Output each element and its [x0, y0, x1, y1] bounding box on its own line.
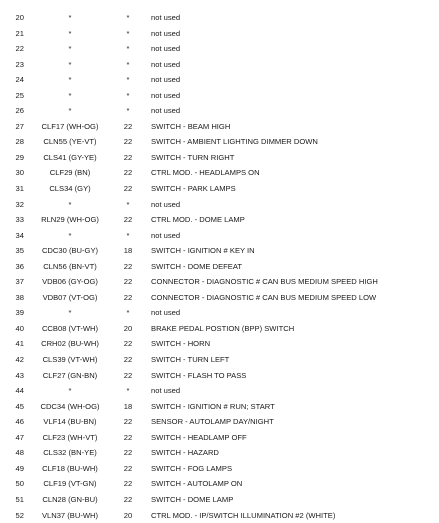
- wire-gauge: 20: [118, 321, 138, 337]
- pin-number: 42: [6, 352, 24, 368]
- circuit-function: SWITCH - BEAM HIGH: [151, 119, 230, 135]
- circuit-function: SWITCH - TURN RIGHT: [151, 150, 234, 166]
- table-row: [0, 41, 439, 57]
- circuit-function: SWITCH - FLASH TO PASS: [151, 368, 246, 384]
- table-row: [0, 119, 439, 135]
- table-row: [0, 150, 439, 166]
- circuit-code: CLF23 (WH-VT): [24, 430, 116, 446]
- pin-number: 46: [6, 414, 24, 430]
- circuit-code: *: [24, 72, 116, 88]
- circuit-function: not used: [151, 57, 180, 73]
- wire-gauge: 22: [118, 414, 138, 430]
- pin-number: 44: [6, 383, 24, 399]
- circuit-code: CLF19 (VT-GN): [24, 476, 116, 492]
- pin-number: 39: [6, 305, 24, 321]
- circuit-function: SWITCH - AMBIENT LIGHTING DIMMER DOWN: [151, 134, 318, 150]
- wire-gauge: 18: [118, 399, 138, 415]
- circuit-function: SWITCH - HEADLAMP OFF: [151, 430, 247, 446]
- wire-gauge: *: [118, 197, 138, 213]
- wire-gauge: 22: [118, 119, 138, 135]
- wire-gauge: *: [118, 10, 138, 26]
- circuit-code: CLN55 (YE-VT): [24, 134, 116, 150]
- wire-gauge: *: [118, 103, 138, 119]
- pin-number: 36: [6, 259, 24, 275]
- circuit-function: not used: [151, 88, 180, 104]
- circuit-function: CTRL MOD. - HEADLAMPS ON: [151, 165, 260, 181]
- table-row: [0, 461, 439, 477]
- pin-number: 34: [6, 228, 24, 244]
- circuit-code: VDB07 (VT-OG): [24, 290, 116, 306]
- pin-number: 50: [6, 476, 24, 492]
- circuit-function: SWITCH - FOG LAMPS: [151, 461, 232, 477]
- wire-gauge: *: [118, 88, 138, 104]
- wire-gauge: 22: [118, 476, 138, 492]
- circuit-code: *: [24, 305, 116, 321]
- pin-number: 28: [6, 134, 24, 150]
- pin-number: 27: [6, 119, 24, 135]
- circuit-code: RLN29 (WH-OG): [24, 212, 116, 228]
- wire-gauge: 22: [118, 274, 138, 290]
- circuit-code: CLS34 (GY): [24, 181, 116, 197]
- wire-gauge: 22: [118, 134, 138, 150]
- circuit-code: CDC30 (BU-GY): [24, 243, 116, 259]
- circuit-function: not used: [151, 197, 180, 213]
- table-row: [0, 26, 439, 42]
- circuit-function: BRAKE PEDAL POSTION (BPP) SWITCH: [151, 321, 294, 337]
- pin-number: 35: [6, 243, 24, 259]
- pin-number: 30: [6, 165, 24, 181]
- table-row: [0, 259, 439, 275]
- table-row: [0, 290, 439, 306]
- wire-gauge: 22: [118, 259, 138, 275]
- circuit-function: SWITCH - IGNITION # RUN; START: [151, 399, 275, 415]
- circuit-code: CLS32 (BN-YE): [24, 445, 116, 461]
- wire-gauge: *: [118, 41, 138, 57]
- wire-gauge: 22: [118, 492, 138, 508]
- circuit-function: CONNECTOR - DIAGNOSTIC # CAN BUS MEDIUM SPEED HIGH: [151, 274, 378, 290]
- table-row: [0, 181, 439, 197]
- circuit-code: *: [24, 228, 116, 244]
- table-row: [0, 492, 439, 508]
- circuit-code: *: [24, 88, 116, 104]
- table-row: [0, 72, 439, 88]
- circuit-code: CLN28 (GN-BU): [24, 492, 116, 508]
- circuit-function: CTRL MOD. - DOME LAMP: [151, 212, 245, 228]
- table-row: [0, 212, 439, 228]
- wire-gauge: 22: [118, 368, 138, 384]
- table-row: [0, 274, 439, 290]
- circuit-function: SWITCH - PARK LAMPS: [151, 181, 236, 197]
- pin-number: 26: [6, 103, 24, 119]
- pin-number: 33: [6, 212, 24, 228]
- pinout-table: [0, 10, 439, 523]
- circuit-function: not used: [151, 41, 180, 57]
- table-row: [0, 383, 439, 399]
- pin-number: 25: [6, 88, 24, 104]
- wire-gauge: *: [118, 72, 138, 88]
- circuit-function: SENSOR - AUTOLAMP DAY/NIGHT: [151, 414, 274, 430]
- circuit-function: SWITCH - AUTOLAMP ON: [151, 476, 242, 492]
- table-row: [0, 228, 439, 244]
- circuit-code: CLF17 (WH-OG): [24, 119, 116, 135]
- pin-number: 22: [6, 41, 24, 57]
- pin-number: 38: [6, 290, 24, 306]
- wire-gauge: 22: [118, 290, 138, 306]
- circuit-function: not used: [151, 103, 180, 119]
- wire-gauge: *: [118, 57, 138, 73]
- table-row: [0, 430, 439, 446]
- circuit-function: SWITCH - HORN: [151, 336, 210, 352]
- pin-number: 21: [6, 26, 24, 42]
- circuit-code: CLF27 (GN-BN): [24, 368, 116, 384]
- circuit-code: CLS41 (GY-YE): [24, 150, 116, 166]
- pin-number: 37: [6, 274, 24, 290]
- circuit-code: CLF29 (BN): [24, 165, 116, 181]
- wire-gauge: *: [118, 26, 138, 42]
- table-row: [0, 10, 439, 26]
- wire-gauge: 22: [118, 165, 138, 181]
- circuit-code: VDB06 (GY-OG): [24, 274, 116, 290]
- pin-number: 20: [6, 10, 24, 26]
- table-row: [0, 414, 439, 430]
- pin-number: 41: [6, 336, 24, 352]
- circuit-function: not used: [151, 228, 180, 244]
- pin-number: 45: [6, 399, 24, 415]
- circuit-function: not used: [151, 72, 180, 88]
- circuit-code: CCB08 (VT-WH): [24, 321, 116, 337]
- table-row: [0, 399, 439, 415]
- circuit-code: *: [24, 26, 116, 42]
- pin-number: 32: [6, 197, 24, 213]
- circuit-function: CTRL MOD. - IP/SWITCH ILLUMINATION #2 (WHITE): [151, 508, 335, 523]
- circuit-function: not used: [151, 383, 180, 399]
- circuit-code: *: [24, 383, 116, 399]
- table-row: [0, 352, 439, 368]
- circuit-code: CLN56 (BN-VT): [24, 259, 116, 275]
- table-row: [0, 305, 439, 321]
- table-row: [0, 103, 439, 119]
- circuit-code: CDC34 (WH-OG): [24, 399, 116, 415]
- pin-number: 51: [6, 492, 24, 508]
- circuit-code: VLF14 (BU-BN): [24, 414, 116, 430]
- circuit-code: *: [24, 10, 116, 26]
- wire-gauge: 22: [118, 212, 138, 228]
- circuit-function: not used: [151, 26, 180, 42]
- circuit-function: not used: [151, 305, 180, 321]
- circuit-function: SWITCH - HAZARD: [151, 445, 219, 461]
- wire-gauge: 22: [118, 461, 138, 477]
- pin-number: 23: [6, 57, 24, 73]
- table-row: [0, 508, 439, 523]
- wire-gauge: 22: [118, 150, 138, 166]
- wire-gauge: *: [118, 228, 138, 244]
- circuit-function: not used: [151, 10, 180, 26]
- pin-number: 47: [6, 430, 24, 446]
- wire-gauge: 22: [118, 430, 138, 446]
- table-row: [0, 321, 439, 337]
- wire-gauge: *: [118, 305, 138, 321]
- circuit-function: SWITCH - DOME DEFEAT: [151, 259, 242, 275]
- circuit-code: CRH02 (BU-WH): [24, 336, 116, 352]
- table-row: [0, 368, 439, 384]
- pin-number: 52: [6, 508, 24, 523]
- circuit-function: SWITCH - IGNITION # KEY IN: [151, 243, 255, 259]
- pin-number: 49: [6, 461, 24, 477]
- pin-number: 31: [6, 181, 24, 197]
- table-row: [0, 476, 439, 492]
- circuit-code: CLS39 (VT-WH): [24, 352, 116, 368]
- circuit-code: *: [24, 41, 116, 57]
- wire-gauge: 22: [118, 181, 138, 197]
- circuit-function: CONNECTOR - DIAGNOSTIC # CAN BUS MEDIUM SPEED LOW: [151, 290, 376, 306]
- table-row: [0, 243, 439, 259]
- wire-gauge: 22: [118, 445, 138, 461]
- table-row: [0, 336, 439, 352]
- wire-gauge: 18: [118, 243, 138, 259]
- circuit-code: *: [24, 103, 116, 119]
- circuit-code: CLF18 (BU-WH): [24, 461, 116, 477]
- pin-number: 43: [6, 368, 24, 384]
- circuit-code: VLN37 (BU-WH): [24, 508, 116, 523]
- table-row: [0, 445, 439, 461]
- wire-gauge: 22: [118, 352, 138, 368]
- table-row: [0, 165, 439, 181]
- pin-number: 24: [6, 72, 24, 88]
- circuit-function: SWITCH - TURN LEFT: [151, 352, 229, 368]
- table-row: [0, 57, 439, 73]
- circuit-code: *: [24, 57, 116, 73]
- table-row: [0, 134, 439, 150]
- table-row: [0, 197, 439, 213]
- pin-number: 48: [6, 445, 24, 461]
- pin-number: 40: [6, 321, 24, 337]
- wire-gauge: *: [118, 383, 138, 399]
- wire-gauge: 22: [118, 336, 138, 352]
- pin-number: 29: [6, 150, 24, 166]
- wire-gauge: 20: [118, 508, 138, 523]
- table-row: [0, 88, 439, 104]
- circuit-function: SWITCH - DOME LAMP: [151, 492, 233, 508]
- circuit-code: *: [24, 197, 116, 213]
